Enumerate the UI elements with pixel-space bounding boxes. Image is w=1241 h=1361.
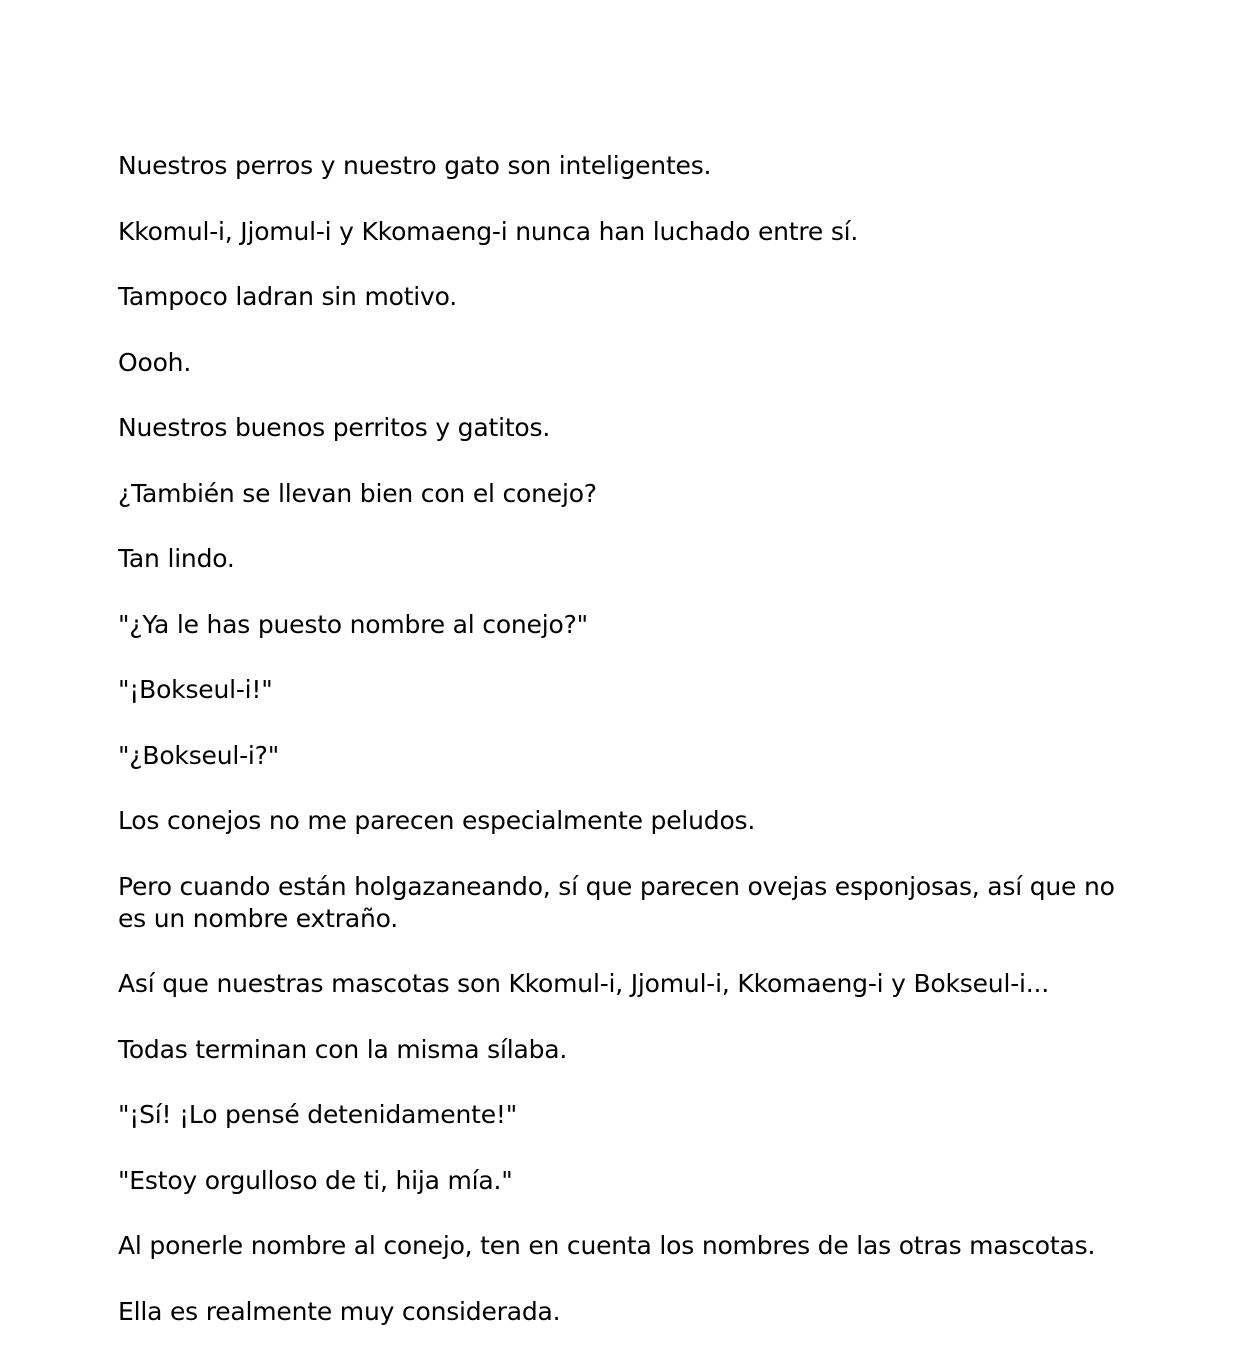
- paragraph: "Estoy orgulloso de ti, hija mía.": [118, 1165, 513, 1195]
- paragraph: Pero cuando están holgazaneando, sí que parecen ovejas esponjosas, así que no es un nombre extraño.: [118, 871, 1115, 933]
- paragraph: Tan lindo.: [118, 544, 235, 573]
- paragraph: Todas terminan con la misma sílaba.: [118, 1034, 568, 1064]
- document-body: [118, 150, 1128, 1361]
- paragraph: "¡Sí! ¡Lo pensé detenidamente!": [118, 1100, 518, 1129]
- paragraph: Tampoco ladran sin motivo.: [118, 282, 458, 311]
- paragraph: Así que nuestras mascotas son Kkomul-i, Jjomul-i, Kkomaeng-i y Bokseul-i...: [118, 969, 1049, 998]
- paragraph: "¿Ya le has puesto nombre al conejo?": [118, 609, 588, 639]
- paragraph: "¿Bokseul-i?": [118, 740, 280, 770]
- paragraph: Ella es realmente muy considerada.: [118, 1296, 561, 1326]
- paragraph: "¡Bokseul-i!": [118, 675, 273, 704]
- paragraph: Los conejos no me parecen especialmente peludos.: [118, 806, 756, 835]
- paragraph: Nuestros perros y nuestro gato son inteligentes.: [118, 151, 712, 180]
- paragraph: Nuestros buenos perritos y gatitos.: [118, 413, 551, 442]
- paragraph: Al ponerle nombre al conejo, ten en cuenta los nombres de las otras mascotas.: [118, 1231, 1096, 1260]
- paragraph: Oooh.: [118, 347, 192, 377]
- paragraph: Kkomul-i, Jjomul-i y Kkomaeng-i nunca han luchado entre sí.: [118, 216, 859, 246]
- paragraph: ¿También se llevan bien con el conejo?: [118, 478, 597, 508]
